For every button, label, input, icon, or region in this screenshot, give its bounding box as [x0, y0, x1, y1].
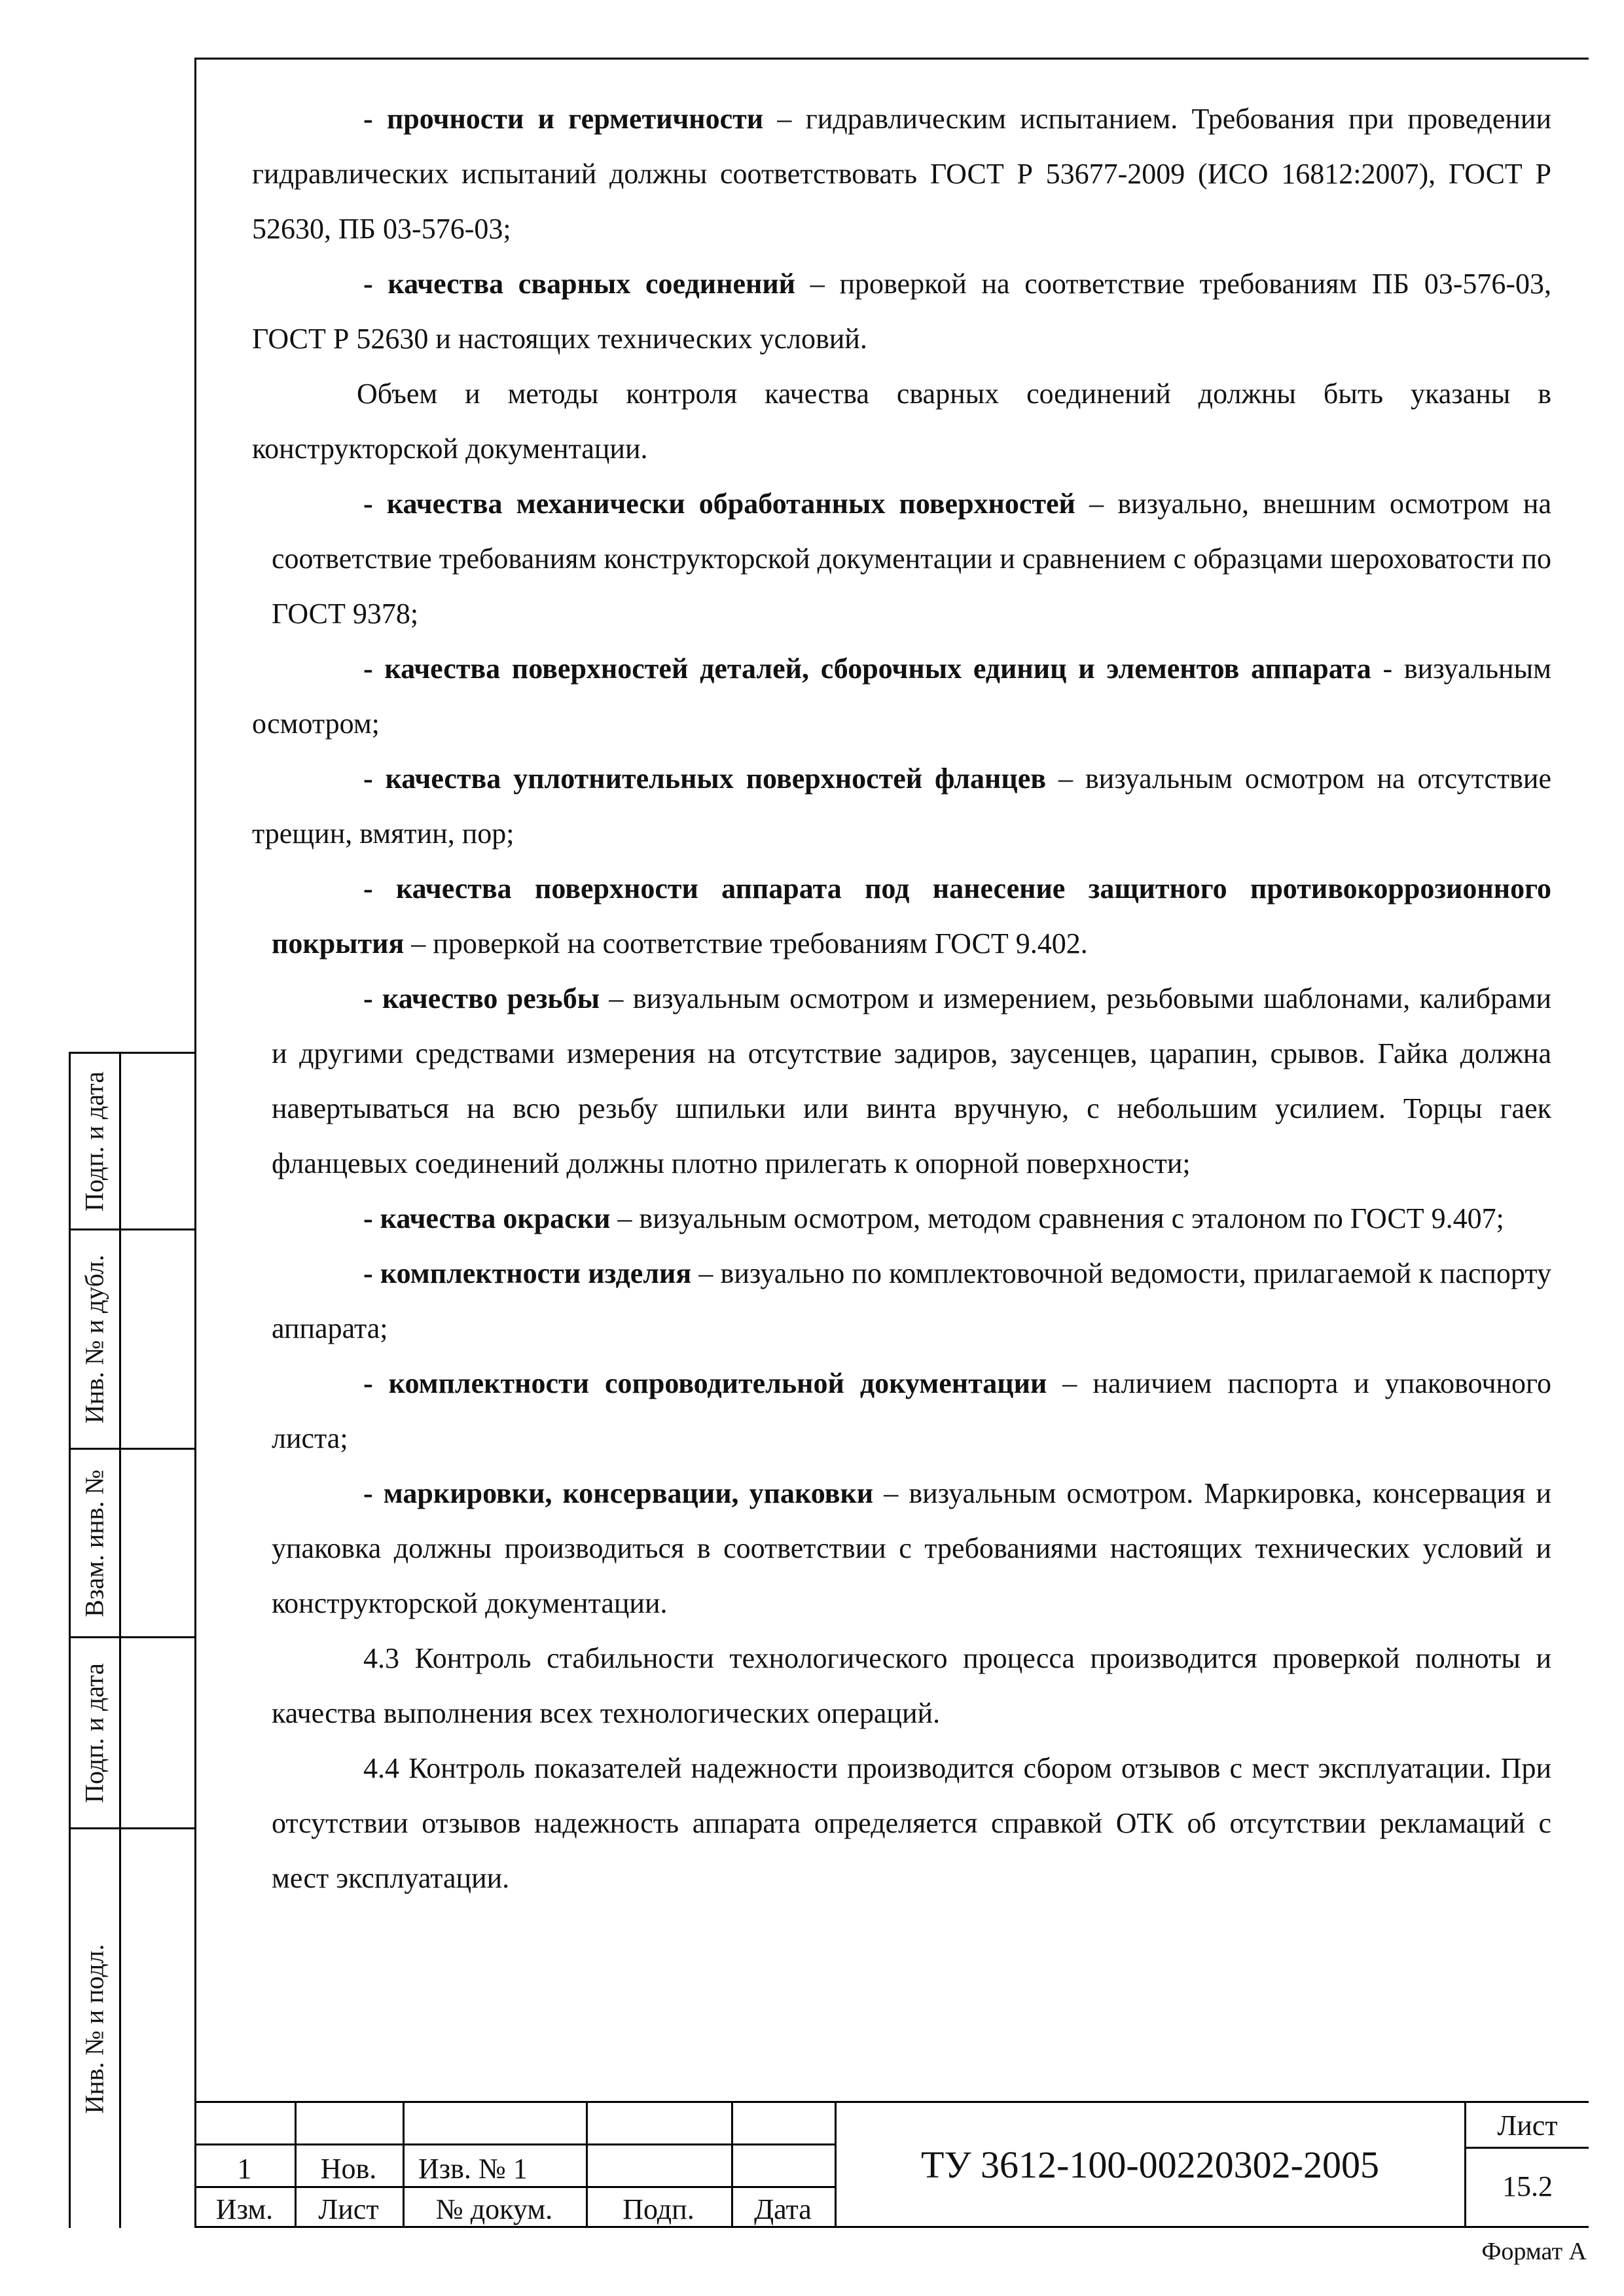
paragraph-text: – визуальным осмотром. Маркировка, консервация и упаковка должны производиться в соответствии с требованиями настоящих технических условий и конструкторской документации.: [272, 1477, 1552, 1619]
side-label: Подп. и дата: [79, 1662, 109, 1803]
side-label: Взам. инв. №: [79, 1469, 109, 1617]
paragraph-bold-term: - качества уплотнительных поверхностей фланцев: [363, 762, 1047, 795]
paragraph: [252, 971, 1551, 1191]
header-data: Дата: [754, 2193, 812, 2225]
rev-sheet: Нов.: [320, 2153, 377, 2185]
paragraph: [252, 751, 1551, 861]
document-body: [252, 92, 1551, 1906]
title-block-row-line: [194, 2186, 836, 2188]
paragraph-bold-term: - комплектности сопроводительной документации: [363, 1367, 1047, 1399]
rev-doc: Изв. № 1: [418, 2153, 528, 2185]
paragraph-bold-term: - маркировки, консервации, упаковки: [363, 1477, 874, 1509]
paragraph: [252, 1191, 1551, 1246]
format-label: Формат А: [1481, 2238, 1587, 2265]
header-list: Лист: [318, 2193, 379, 2225]
side-row-inv-dupl: [69, 1229, 194, 1448]
side-label: Инв. № и подл.: [79, 1943, 109, 2114]
paragraph: [252, 1466, 1551, 1631]
paragraph: [252, 641, 1551, 751]
sheet-label: Лист: [1497, 2109, 1558, 2142]
paragraph-bold-term: - прочности и герметичности: [363, 103, 764, 135]
paragraph-text: Объем и методы контроля качества сварных соединений должны быть указаны в конструкторской документации.: [252, 378, 1551, 465]
paragraph: [252, 257, 1551, 367]
paragraph-text: – гидравлическим испытанием. Требования при проведении гидравлических испытаний должны соответствовать ГОСТ Р 53677-2009 (ИСО 16812:2007), ГОСТ Р 52630, ПБ 03-576-03;: [252, 103, 1551, 245]
paragraph-bold-term: - качества сварных соединений: [363, 268, 796, 300]
side-label: Подп. и дата: [79, 1071, 109, 1211]
paragraph-text: – проверкой на соответствие требованиям ПБ 03-576-03, ГОСТ Р 52630 и настоящих технических условий.: [252, 268, 1551, 355]
paragraph-text: – визуально по комплектовочной ведомости, прилагаемой к паспорту аппарата;: [272, 1257, 1551, 1344]
paragraph-text: – наличием паспорта и упаковочного листа;: [272, 1367, 1551, 1454]
paragraph: [252, 92, 1551, 257]
header-podp: Подп.: [623, 2193, 695, 2225]
paragraph-text: – проверкой на соответствие требованиям ГОСТ 9.402.: [404, 927, 1088, 960]
paragraph: [252, 1741, 1551, 1906]
paragraph-bold-term: - качества механически обработанных поверхностей: [363, 488, 1075, 520]
sheet-number: 15.2: [1502, 2170, 1553, 2202]
title-block: [194, 2101, 1589, 2228]
paragraph: [252, 1631, 1551, 1741]
sheet-cell-line: [1466, 2147, 1589, 2149]
paragraph: [252, 476, 1551, 641]
paragraph-text: – визуальным осмотром и измерением, резьбовыми шаблонами, калибрами и другими средствами измерения на отсутствие задиров, заусенцев, царапин, срывов. Гайка должна навертываться на всю резьбу шпильки или винта вручную, с небольшим усилием. Торцы гаек фланцевых соединений должны плотно прилегать к опорной поверхности;: [272, 982, 1551, 1179]
paragraph: [252, 367, 1551, 476]
paragraph-text: 4.4 Контроль показателей надежности производится сбором отзывов с мест эксплуатации. При отсутствии отзывов надежность аппарата определяется справкой ОТК об отсутствии рекламаций с мест эксплуатации.: [272, 1752, 1551, 1894]
header-izm: Изм.: [215, 2193, 274, 2225]
paragraph-bold-term: - качество резьбы: [363, 982, 600, 1014]
paragraph-bold-term: - комплектности изделия: [363, 1257, 692, 1289]
side-label: Инв. № и дубл.: [79, 1255, 109, 1424]
side-row-replacement-inv: [69, 1448, 194, 1636]
paragraph-bold-term: - качества поверхностей деталей, сборочных единиц и элементов аппарата: [363, 653, 1371, 685]
title-block-row-line: [194, 2144, 836, 2145]
paragraph: [252, 1356, 1551, 1466]
paragraph-text: - визуальным осмотром;: [252, 653, 1551, 740]
paragraph-bold-term: - качества поверхности аппарата под нанесение защитного противокоррозионного покрытия: [272, 872, 1551, 960]
rev-number: 1: [237, 2153, 252, 2185]
paragraph-text: – визуально, внешним осмотром на соответствие требованиям конструкторской документации и сравнением с образцами шероховатости по ГОСТ 9378;: [272, 488, 1551, 630]
header-docnum: № докум.: [435, 2193, 553, 2225]
paragraph-text: – визуальным осмотром, методом сравнения с эталоном по ГОСТ 9.407;: [610, 1202, 1504, 1234]
side-row-original-inv: [69, 1827, 194, 2228]
side-stamp-column: [69, 1052, 194, 2228]
paragraph-text: 4.3 Контроль стабильности технологического процесса производится проверкой полноты и качества выполнения всех технологических операций.: [272, 1642, 1551, 1729]
paragraph: [252, 1246, 1551, 1356]
side-row-signature-date-2: [69, 1636, 194, 1827]
paragraph-text: – визуальным осмотром на отсутствие трещин, вмятин, пор;: [252, 762, 1551, 850]
document-number: ТУ 3612-100-00220302-2005: [921, 2143, 1379, 2186]
paragraph-bold-term: - качества окраски: [363, 1202, 611, 1234]
side-row-signature-date: [69, 1052, 194, 1229]
paragraph: [252, 861, 1551, 971]
